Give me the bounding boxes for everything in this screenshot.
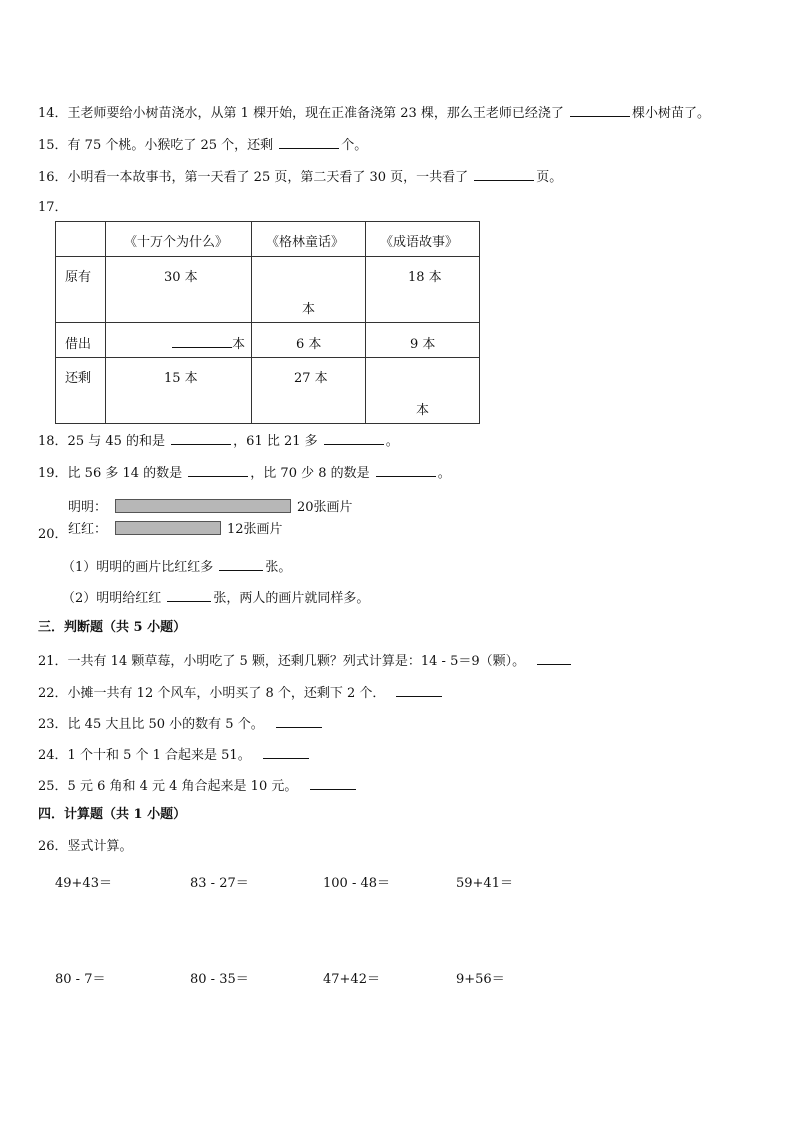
table-header-cell [366, 222, 480, 257]
table-cell [252, 323, 366, 358]
table-row [56, 358, 480, 424]
bar-honghong [68, 518, 283, 537]
calc-item: 49+43＝ [55, 876, 112, 891]
section-3-title: 三．判断题（共 5 小题） [38, 620, 187, 635]
q19-blank-2[interactable] [376, 464, 436, 477]
q16-text: 16．小明看一本故事书，第一天看了 25 页，第二天看了 30 页，一共看了 [38, 170, 469, 185]
table-cell [366, 257, 480, 323]
q18-text: 18．25 与 45 的和是 [38, 434, 166, 449]
table-cell [106, 257, 252, 323]
table-header-empty [56, 222, 106, 257]
calc-item: 9+56＝ [456, 972, 505, 987]
cell-value: 30 本 [164, 270, 198, 285]
calc-item: 59+41＝ [456, 876, 513, 891]
q20-sub1-blank[interactable] [219, 558, 263, 571]
row-label-cell [56, 323, 106, 358]
q19-mid: ，比 70 少 8 的数是 [250, 466, 370, 481]
q15-text: 15．有 75 个桃。小猴吃了 25 个，还剩 [38, 138, 274, 153]
table-cell[interactable] [366, 358, 480, 424]
question-20-sub-2 [62, 589, 369, 607]
section-4-title: 四．计算题（共 1 小题） [38, 807, 187, 822]
q23-answer-blank[interactable] [276, 715, 322, 728]
row-label-cell [56, 257, 106, 323]
q21-text: 21．一共有 14 颗草莓，小明吃了 5 颗，还剩几颗？列式计算是：14 - 5＝9（颗）。 [38, 654, 526, 669]
row-label-cell [56, 358, 106, 424]
q18-blank-2[interactable] [324, 432, 384, 445]
question-17-label: 17． [38, 200, 68, 215]
q16-suffix: 页。 [536, 170, 563, 185]
q19-end: 。 [437, 466, 451, 481]
question-15 [38, 136, 367, 154]
question-14 [38, 104, 710, 122]
q18-end: 。 [385, 434, 399, 449]
cell-value: 15 本 [164, 371, 198, 386]
q16-blank[interactable] [474, 168, 534, 181]
q25-text: 25．5 元 6 角和 4 元 4 角合起来是 10 元。 [38, 779, 298, 794]
calc-item: 80 - 7＝ [55, 972, 106, 987]
q22-text: 22．小摊一共有 12 个风车，小明买了 8 个，还剩下 2 个． [38, 686, 386, 701]
calc-item: 100 - 48＝ [323, 876, 391, 891]
cell-value: 9 本 [410, 337, 436, 352]
q25-answer-blank[interactable] [310, 777, 356, 790]
question-23 [38, 715, 324, 733]
bar-name: 明明： [68, 500, 108, 515]
question-21 [38, 652, 573, 670]
row-label: 借出 [65, 337, 92, 352]
header-chengyu: 《成语故事》 [380, 235, 459, 250]
table-cell [106, 358, 252, 424]
books-table [55, 221, 480, 424]
question-20-sub-1 [62, 558, 291, 576]
table-header-cell [106, 222, 252, 257]
q14-text: 14．王老师要给小树苗浇水，从第 1 棵开始，现在正准备浇第 23 棵，那么王老师已经浇了 [38, 106, 564, 121]
q19-text: 19．比 56 多 14 的数是 [38, 466, 183, 481]
question-22 [38, 684, 444, 702]
header-shiwange: 《十万个为什么》 [124, 235, 229, 250]
bar-name: 红红： [68, 522, 108, 537]
table-cell[interactable] [106, 323, 252, 358]
q20-sub1-text: （1）明明的画片比红红多 [62, 560, 214, 575]
q15-suffix: 个。 [341, 138, 368, 153]
q19-blank-1[interactable] [188, 464, 248, 477]
cell-value: 本 [416, 403, 430, 418]
row-label: 原有 [65, 270, 92, 285]
bar-mingming [68, 496, 353, 515]
question-19 [38, 464, 451, 482]
question-26: 26．竖式计算。 [38, 839, 133, 854]
q14-suffix: 棵小树苗了。 [632, 106, 711, 121]
q20-sub2-blank[interactable] [167, 589, 211, 602]
cell-value: 本 [232, 337, 246, 352]
q15-blank[interactable] [279, 136, 339, 149]
table-cell [252, 358, 366, 424]
table-cell [366, 323, 480, 358]
bar-fill [115, 499, 291, 513]
question-24 [38, 746, 311, 764]
cell-value: 6 本 [296, 337, 322, 352]
calc-item: 47+42＝ [323, 972, 380, 987]
question-16 [38, 168, 562, 186]
q20-sub1-suffix: 张。 [265, 560, 292, 575]
question-25 [38, 777, 358, 795]
q24-answer-blank[interactable] [263, 746, 309, 759]
cell-value: 本 [302, 302, 316, 317]
table-header-cell [252, 222, 366, 257]
q20-sub2-text: （2）明明给红红 [62, 591, 162, 606]
row-label: 还剩 [65, 371, 92, 386]
q21-answer-blank[interactable] [537, 652, 571, 665]
q24-text: 24．1 个十和 5 个 1 合起来是 51。 [38, 748, 251, 763]
bar-value-label: 12张画片 [227, 522, 283, 537]
table-row [56, 257, 480, 323]
cell-value: 27 本 [294, 371, 328, 386]
header-gelin: 《格林童话》 [266, 235, 345, 250]
bar-fill [115, 521, 221, 535]
q18-blank-1[interactable] [171, 432, 231, 445]
q14-blank[interactable] [570, 104, 630, 117]
calc-item: 83 - 27＝ [190, 876, 249, 891]
calc-item: 80 - 35＝ [190, 972, 249, 987]
q22-answer-blank[interactable] [396, 684, 442, 697]
q23-text: 23．比 45 大且比 50 小的数有 5 个。 [38, 717, 264, 732]
cell-value: 18 本 [408, 270, 442, 285]
borrowed-blank[interactable] [172, 335, 232, 348]
bar-value-label: 20张画片 [297, 500, 353, 515]
question-18 [38, 432, 399, 450]
table-header-row [56, 222, 480, 257]
question-20-label: 20． [38, 527, 68, 542]
q18-mid: ，61 比 21 多 [233, 434, 318, 449]
table-cell[interactable] [252, 257, 366, 323]
q20-sub2-suffix: 张，两人的画片就同样多。 [213, 591, 370, 606]
table-row [56, 323, 480, 358]
